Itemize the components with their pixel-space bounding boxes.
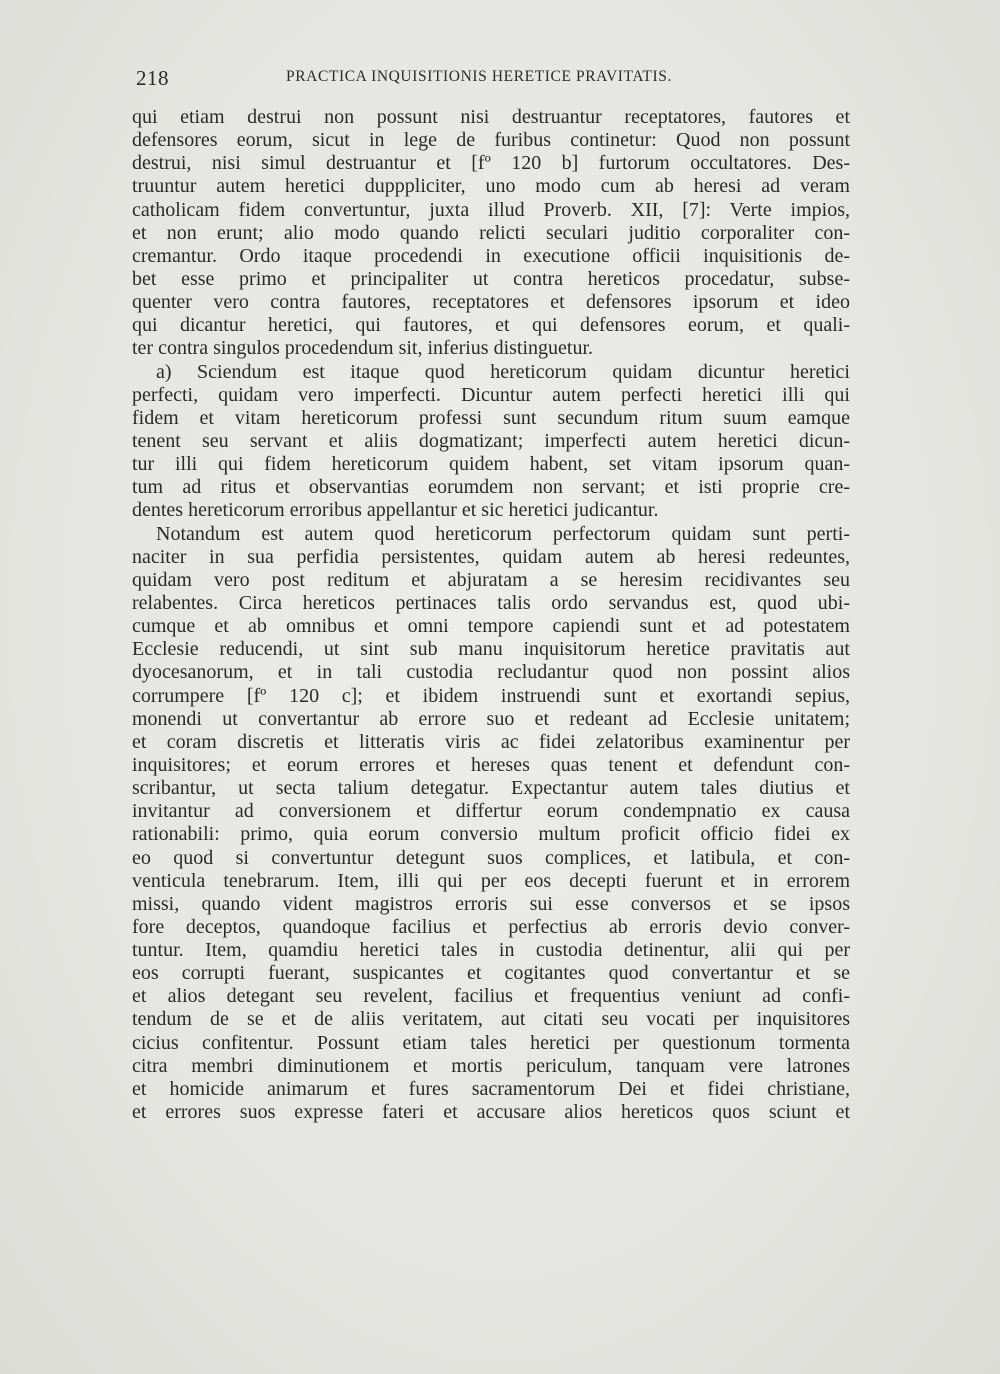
text-line: Ecclesie reducendi, ut sint sub manu inquisitorum heretice pravitatis aut: [132, 638, 850, 661]
text-line: cremantur. Ordo itaque procedendi in executione officii inquisitionis de-: [132, 244, 850, 267]
running-head: PRACTICA INQUISITIONIS HERETICE PRAVITATIS.: [286, 68, 672, 85]
text-line: tendum de se et de aliis veritatem, aut citati seu vocati per inquisitores: [132, 1008, 850, 1031]
text-line: missi, quando vident magistros erroris sui esse conversos et se ipsos: [132, 892, 850, 915]
text-line: quenter vero contra fautores, receptatores et defensores ipsorum et ideo: [132, 291, 850, 314]
page-header: [136, 66, 850, 90]
paragraph-start-line: Notandum est autem quod hereticorum perfectorum quidam sunt perti-: [156, 522, 850, 545]
text-line: venticula tenebrarum. Item, illi qui per eos decepti fuerunt et in errorem: [132, 869, 850, 892]
text-line: eos corrupti fuerant, suspicantes et cogitantes quod convertantur et se: [132, 962, 850, 985]
text-line: tum ad ritus et observantias eorumdem non servant; et isti proprie cre-: [132, 476, 850, 499]
text-line: qui dicantur heretici, qui fautores, et qui defensores eorum, et quali-: [132, 314, 850, 337]
text-line: tenent seu servant et aliis dogmatizant; imperfecti autem heretici dicun-: [132, 429, 850, 452]
text-line: et coram discretis et litteratis viris ac fidei zelatoribus examinentur per: [132, 730, 850, 753]
text-line: et non erunt; alio modo quando relicti seculari juditio corporaliter con-: [132, 221, 850, 244]
text-line: fidem et vitam hereticorum professi sunt secundum ritum suum eamque: [132, 406, 850, 429]
text-line: ter contra singulos procedendum sit, inferius distinguetur.: [132, 337, 594, 360]
text-line: relabentes. Circa hereticos pertinaces talis ordo servandus est, quod ubi-: [132, 591, 850, 614]
text-line: destrui, nisi simul destruantur et [fº 120 b] furtorum occultatores. Des-: [132, 152, 850, 175]
text-line: citra membri diminutionem et mortis periculum, tanquam vere latrones: [132, 1054, 850, 1077]
text-line: rationabili: primo, quia eorum conversio multum proficit officio fidei ex: [132, 823, 850, 846]
page-number: 218: [136, 66, 169, 90]
text-line: perfecti, quidam vero imperfecti. Dicuntur autem perfecti heretici illi qui: [132, 383, 850, 406]
text-line: cicius confitentur. Possunt etiam tales heretici per questionum tormenta: [132, 1031, 850, 1054]
text-line: tur illi qui fidem hereticorum quidem habent, set vitam ipsorum quan-: [132, 453, 850, 476]
text-line: inquisitores; et eorum errores et hereses quas tenent et defendunt con-: [132, 753, 850, 776]
text-line: corrumpere [fº 120 c]; et ibidem instruendi sunt et exortandi sepius,: [132, 684, 850, 707]
paragraph-start-line: a) Sciendum est itaque quod hereticorum quidam dicuntur heretici: [156, 360, 850, 383]
text-line: naciter in sua perfidia persistentes, quidam autem ab heresi redeuntes,: [132, 545, 850, 568]
text-line: tuntur. Item, quamdiu heretici tales in custodia detinentur, alii qui per: [132, 939, 850, 962]
text-line: scribantur, ut secta talium detegatur. Expectantur autem tales diutius et: [132, 777, 850, 800]
text-line: dyocesanorum, et in tali custodia recludantur quod non possint alios: [132, 661, 850, 684]
text-line: bet esse primo et principaliter ut contra hereticos procedatur, subse-: [132, 267, 850, 290]
text-line: et alios detegant seu revelent, facilius et frequentius veniunt ad confi-: [132, 985, 850, 1008]
text-line: dentes hereticorum erroribus appellantur et sic heretici judicantur.: [132, 499, 659, 522]
body-text: [132, 106, 850, 1124]
text-line: cumque et ab omnibus et omni tempore capiendi sunt et ad potestatem: [132, 615, 850, 638]
text-line: qui etiam destrui non possunt nisi destruantur receptatores, fautores et: [132, 106, 850, 128]
text-line: et homicide animarum et fures sacramentorum Dei et fidei christiane,: [132, 1077, 850, 1100]
text-line: monendi ut convertantur ab errore suo et redeant ad Ecclesie unitatem;: [132, 707, 850, 730]
text-line: invitantur ad conversionem et differtur eorum condempnatio ex causa: [132, 800, 850, 823]
text-line: eo quod si convertuntur detegunt suos complices, et latibula, et con-: [132, 846, 850, 869]
text-line: truuntur autem heretici dupppliciter, uno modo cum ab heresi ad veram: [132, 175, 850, 198]
text-line: catholicam fidem convertuntur, juxta illud Proverb. XII, [7]: Verte impios,: [132, 198, 850, 221]
text-line: quidam vero post reditum et abjuratam a se heresim recidivantes seu: [132, 568, 850, 591]
text-line: fore deceptos, quandoque facilius et perfectius ab erroris devio conver-: [132, 915, 850, 938]
text-line: et errores suos expresse fateri et accusare alios hereticos quos sciunt et: [132, 1101, 850, 1124]
text-line: defensores eorum, sicut in lege de furibus continetur: Quod non possunt: [132, 129, 850, 152]
